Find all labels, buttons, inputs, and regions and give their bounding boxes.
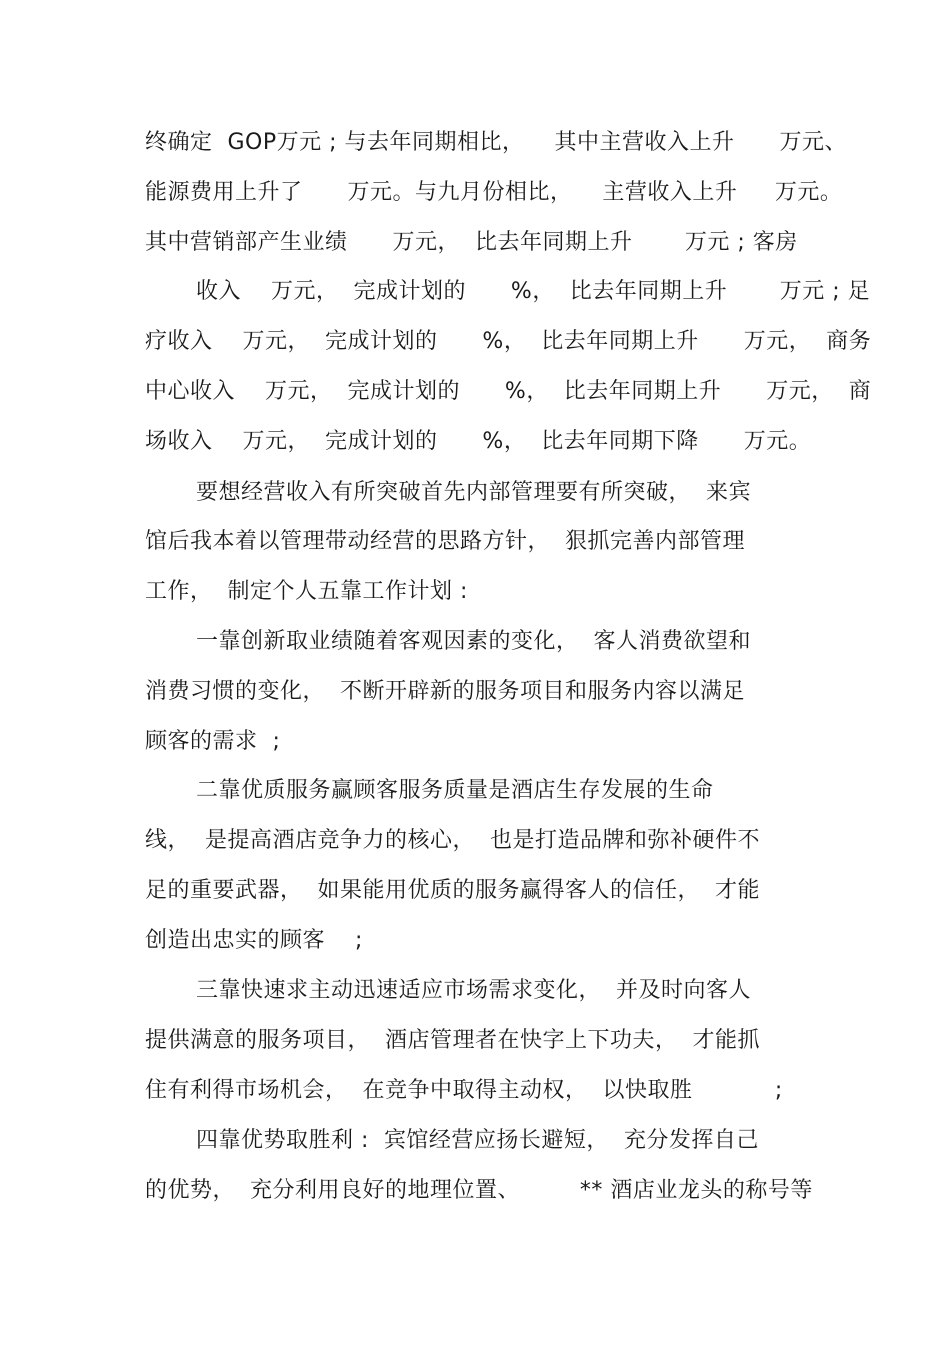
text-line: 二靠优质服务赢顾客服务质量是酒店生存发展的生命: [196, 778, 714, 803]
text-line: 其中营销部产生业绩 万元， 比去年同期上升 万元 ; 客房: [145, 230, 798, 255]
text-line: 疗收入 万元， 完成计划的 %， 比去年同期上升 万元， 商务: [145, 329, 872, 354]
text-line: 四靠优势取胜利 : 宾馆经营应扬长避短， 充分发挥自己: [196, 1128, 759, 1153]
text-line: 三靠快速求主动迅速适应市场需求变化， 并及时向客人: [196, 978, 751, 1003]
text-line: 线， 是提高酒店竞争力的核心， 也是打造品牌和弥补硬件不: [145, 828, 760, 853]
text-line: 住有利得市场机会， 在竞争中取得主动权， 以快取胜 ;: [145, 1078, 783, 1103]
text-line: 收入 万元， 完成计划的 %， 比去年同期上升 万元 ; 足: [196, 279, 871, 304]
text-line: 终确定 GOP万元 ; 与去年同期相比， 其中主营收入上升 万元、: [145, 130, 847, 155]
text-line: 工作， 制定个人五靠工作计划 :: [145, 579, 468, 604]
text-line: 消费习惯的变化， 不断开辟新的服务项目和服务内容以满足: [145, 679, 745, 704]
text-line: 创造出忠实的顾客 ;: [145, 928, 363, 953]
text-line: 足的重要武器， 如果能用优质的服务赢得客人的信任， 才能: [145, 878, 760, 903]
text-line: 中心收入 万元， 完成计划的 %， 比去年同期上升 万元， 商: [145, 379, 872, 404]
text-line: 的优势， 充分利用良好的地理位置、 ** 酒店业龙头的称号等: [145, 1178, 813, 1203]
text-line: 能源费用上升了 万元。与九月份相比， 主营收入上升 万元。: [145, 180, 843, 205]
text-line: 提供满意的服务项目， 酒店管理者在快字上下功夫， 才能抓: [145, 1028, 760, 1053]
text-line: 场收入 万元， 完成计划的 %， 比去年同期下降 万元。: [145, 429, 812, 454]
text-line: 要想经营收入有所突破首先内部管理要有所突破， 来宾: [196, 480, 751, 505]
text-line: 顾客的需求 ;: [145, 729, 281, 754]
text-line: 馆后我本着以管理带动经营的思路方针， 狠抓完善内部管理: [145, 529, 745, 554]
text-line: 一靠创新取业绩随着客观因素的变化， 客人消费欲望和: [196, 629, 751, 654]
